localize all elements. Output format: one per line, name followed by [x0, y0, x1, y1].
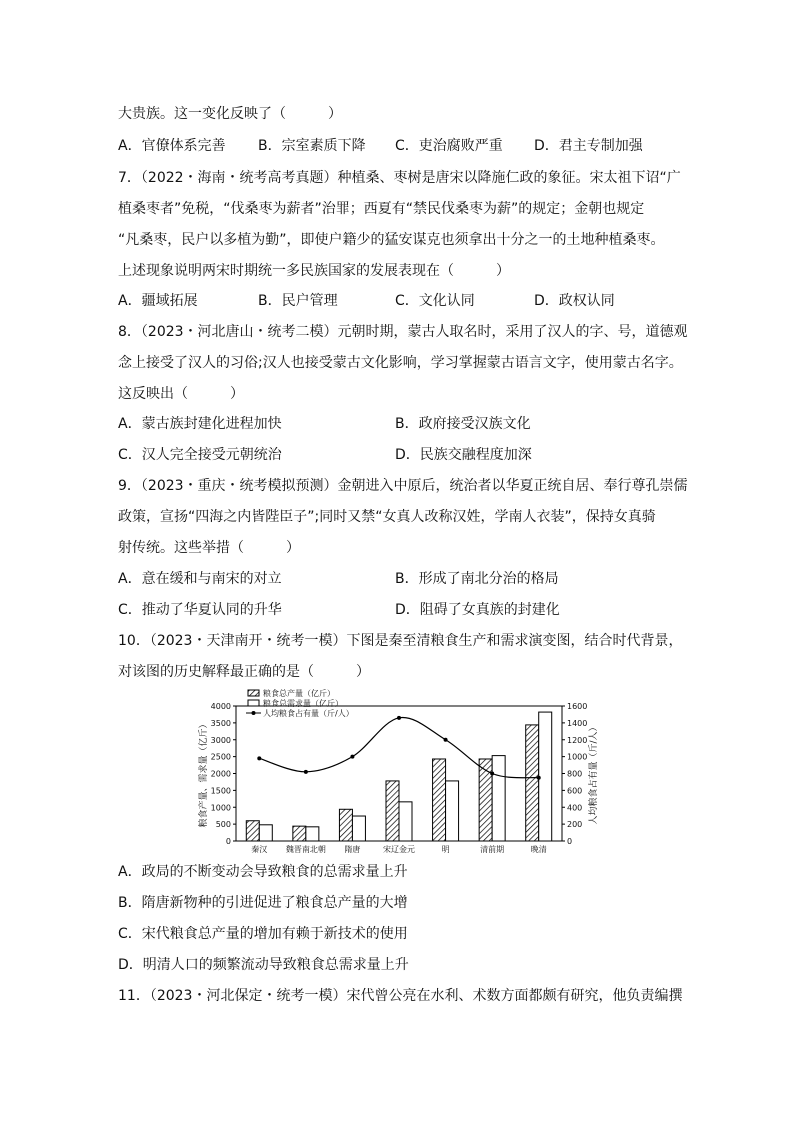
bar-demand — [259, 825, 272, 841]
y2-axis-label: 人均粮食占有量（斤/人） — [589, 722, 599, 825]
y-tick-label: 3500 — [210, 718, 231, 728]
y-tick-label: 1500 — [210, 786, 231, 796]
bar-demand — [539, 712, 552, 841]
q6-option-a: A．官僚体系完善 — [118, 138, 226, 154]
bar-production — [246, 821, 259, 841]
y-tick-label: 0 — [225, 837, 231, 846]
bar-production — [479, 759, 492, 841]
q8-option-a: A．蒙古族封建化进程加快 — [118, 416, 282, 432]
q8-option-d: D．民族交融程度加深 — [395, 447, 532, 463]
q9-option-a: A．意在缓和与南宋的对立 — [118, 571, 282, 587]
y2-tick-label: 1000 — [567, 752, 588, 762]
q7-stem-line-2: 植桑枣者”免税，“伐桑枣为薪者”治罪；西夏有“禁民伐桑枣为薪”的规定；金朝也规定 — [118, 201, 645, 217]
q9-stem-line-3: 射传统。这些举措（ ） — [118, 540, 300, 556]
y-axis-label: 粮食产量、需求量（亿斤） — [199, 719, 209, 828]
y-tick-label: 1000 — [210, 803, 231, 813]
q9-stem-line-1: 9．（2023・重庆・统考模拟预测）金朝进入中原后，统治者以华夏正统自居、奉行尊孔崇儒 — [118, 478, 688, 494]
q11-stem-line-1: 11．（2023・河北保定・统考一模）宋代曾公亮在水利、术数方面都颇有研究，他负责编撰 — [118, 988, 683, 1004]
y2-tick-label: 1600 — [567, 702, 588, 711]
y2-tick-label: 1200 — [567, 735, 588, 745]
y2-tick-label: 400 — [567, 803, 583, 813]
q10-stem-line-1: 10．（2023・天津南开・统考一模）下图是秦至清粮食生产和需求演变图，结合时代背景， — [118, 633, 683, 649]
q7-stem-line-4: 上述现象说明两宋时期统一多民族国家的发展表现在（ ） — [118, 263, 510, 279]
per-capita-point — [350, 755, 354, 759]
q6-tail: 大贵族。这一变化反映了（ ） — [118, 106, 342, 122]
legend-swatch-demand — [248, 700, 259, 706]
legend-label-production: 粮食总产量（亿斤） — [263, 689, 335, 698]
q10-option-c: C．宋代粮食总产量的增加有赖于新技术的使用 — [118, 926, 408, 942]
legend-label-demand: 粮食总需求量（亿斤） — [263, 699, 343, 708]
per-capita-point — [257, 756, 261, 760]
q9-option-c: C．推动了华夏认同的升华 — [118, 602, 282, 618]
q7-stem-line-1: 7．（2022・海南・统考高考真题）种植桑、枣树是唐宋以降施仁政的象征。宋太祖下诏“广 — [118, 170, 681, 186]
q9-option-d: D．阻碍了女真族的封建化 — [395, 602, 560, 618]
y2-tick-label: 200 — [567, 820, 583, 830]
per-capita-point — [397, 716, 401, 720]
bar-production — [293, 826, 306, 841]
q8-stem-line-1: 8．（2023・河北唐山・统考二模）元朝时期，蒙古人取名时，采用了汉人的字、号，道德观 — [118, 324, 688, 340]
per-capita-point — [444, 738, 448, 742]
q6-option-d: D．君主专制加强 — [534, 138, 643, 154]
q7-option-b: B．民户管理 — [258, 293, 338, 309]
per-capita-point — [537, 776, 541, 780]
x-tick-label: 明 — [441, 845, 450, 854]
q8-option-b: B．政府接受汉族文化 — [395, 416, 531, 432]
y-tick-label: 2000 — [210, 769, 231, 779]
x-tick-label: 清前期 — [480, 845, 505, 854]
q7-option-d: D．政权认同 — [534, 293, 615, 309]
bar-demand — [399, 802, 412, 841]
q7-stem-line-3: “凡桑枣，民户以多植为勤”，即使户籍少的猛安谋克也须拿出十分之一的土地种植桑枣。 — [118, 232, 665, 248]
q7-option-a: A．疆域拓展 — [118, 293, 198, 309]
q10-option-d: D．明清人口的频繁流动导致粮食总需求量上升 — [118, 957, 409, 973]
per-capita-point — [304, 770, 308, 774]
q8-option-c: C．汉人完全接受元朝统治 — [118, 447, 282, 463]
q9-option-b: B．形成了南北分治的格局 — [395, 571, 559, 587]
q6-option-c: C．吏治腐败严重 — [395, 138, 503, 154]
y2-tick-label: 600 — [567, 786, 583, 796]
q10-option-b: B．隋唐新物种的引进促进了粮食总产量的大增 — [118, 895, 408, 911]
y-tick-label: 3000 — [210, 735, 231, 745]
bar-production — [526, 725, 539, 841]
y-tick-label: 4000 — [210, 702, 231, 711]
y-tick-label: 2500 — [210, 752, 231, 762]
bar-demand — [492, 756, 505, 841]
y2-tick-label: 800 — [567, 769, 583, 779]
legend-label-per-capita: 人均粮食占有量（斤/人） — [263, 709, 354, 718]
q10-option-a: A．政局的不断变动会导致粮食的总需求量上升 — [118, 864, 408, 880]
bar-production — [433, 759, 446, 841]
q9-stem-line-2: 政策，宣扬“四海之内皆陛臣子”;同时又禁“女真人改称汉姓，学南人衣装”，保持女真骑 — [118, 509, 656, 525]
x-tick-label: 晚清 — [530, 845, 547, 854]
x-tick-label: 魏晋南北朝 — [285, 845, 326, 854]
bar-demand — [352, 816, 365, 841]
bar-production — [386, 781, 399, 841]
bar-production — [339, 809, 352, 841]
q8-stem-line-3: 这反映出（ ） — [118, 386, 244, 402]
bar-demand — [446, 781, 459, 841]
x-tick-label: 秦汉 — [251, 845, 268, 854]
q10-stem-line-2: 对该图的历史解释最正确的是（ ） — [118, 664, 370, 680]
q7-option-c: C．文化认同 — [395, 293, 475, 309]
x-tick-label: 宋辽金元 — [383, 845, 415, 854]
q8-stem-line-2: 念上接受了汉人的习俗;汉人也接受蒙古文化影响，学习掌握蒙古语言文字，使用蒙古名字。 — [118, 355, 683, 371]
per-capita-point — [490, 772, 494, 776]
y2-tick-label: 1400 — [567, 718, 588, 728]
bar-demand — [306, 827, 319, 841]
legend-swatch-production — [248, 690, 259, 696]
legend-swatch-point — [252, 711, 256, 715]
y-tick-label: 500 — [215, 820, 231, 830]
q6-option-b: B．宗室素质下降 — [258, 138, 366, 154]
y2-tick-label: 0 — [567, 837, 573, 846]
x-tick-label: 隋唐 — [344, 845, 361, 854]
